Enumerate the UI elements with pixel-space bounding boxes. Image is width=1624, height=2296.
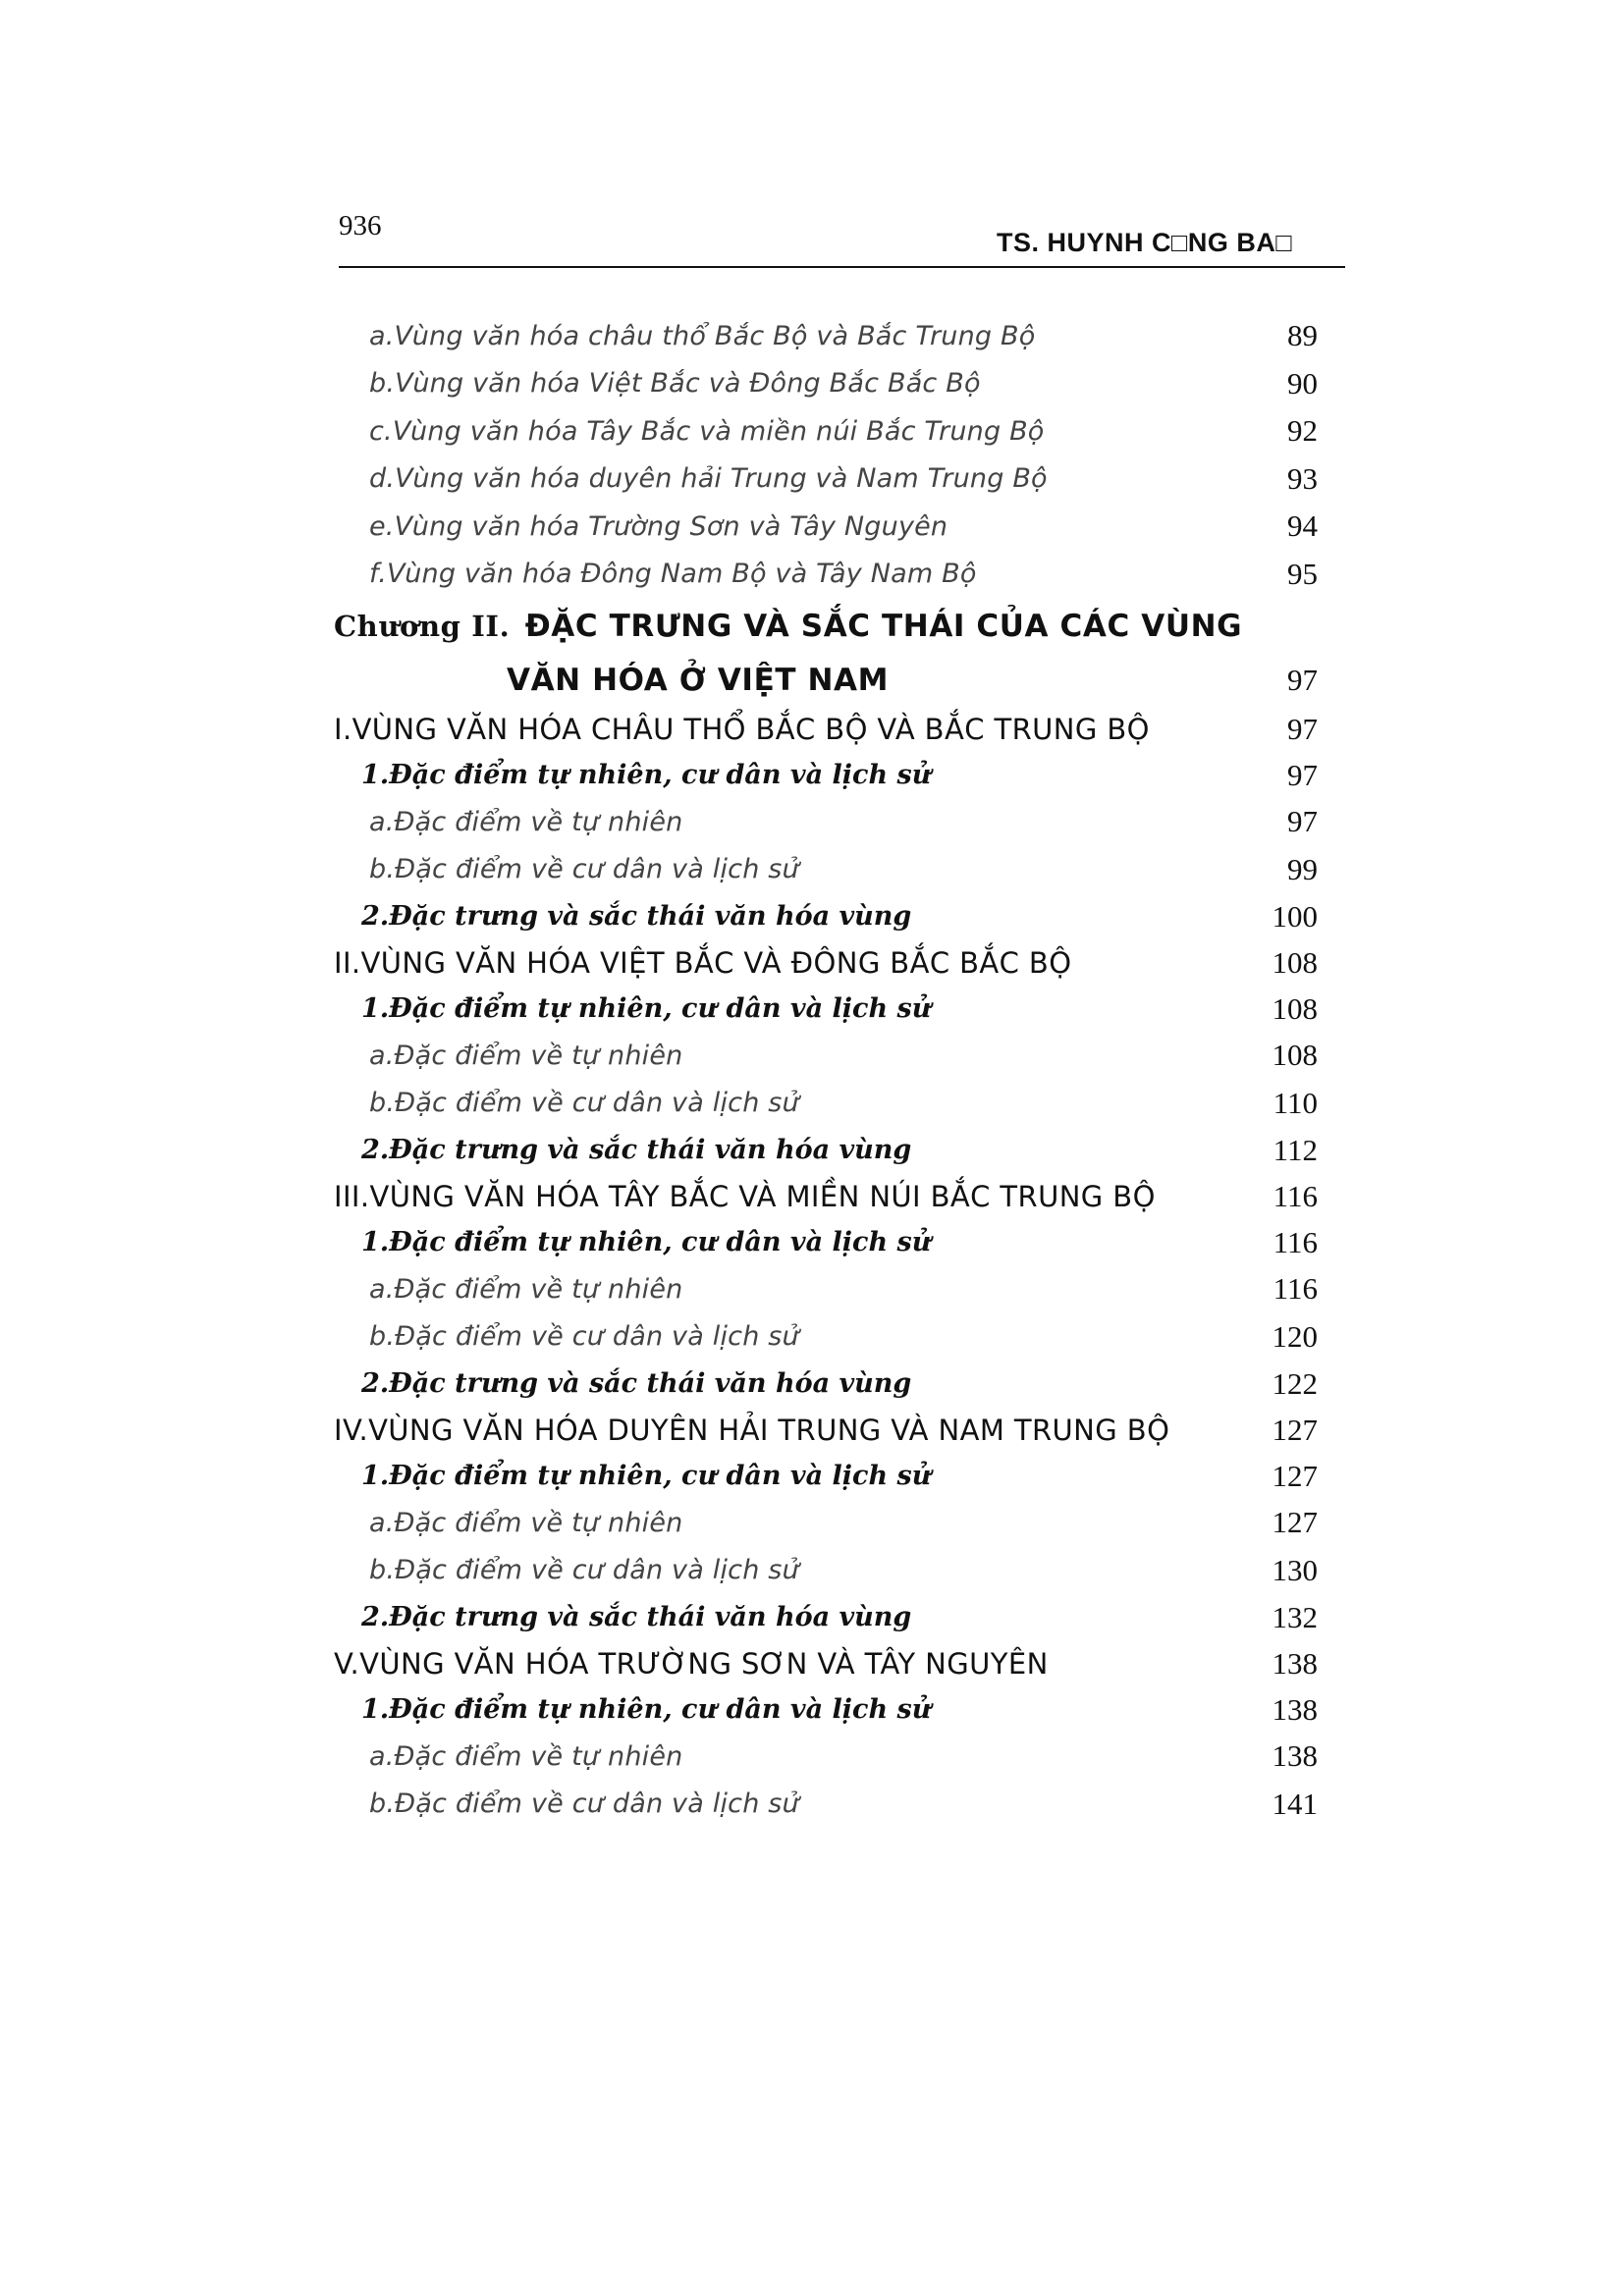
toc-page-number: 92 — [1287, 413, 1318, 449]
subsection-title: 1.Đặc điểm tự nhiên, cư dân và lịch sử — [361, 993, 932, 1024]
toc-entry-text: a.Đặc điểm về tự nhiên — [369, 1273, 683, 1305]
toc-page-number: 108 — [1272, 944, 1318, 980]
toc-page-number: 120 — [1272, 1318, 1318, 1354]
section-title: III.VÙNG VĂN HÓA TÂY BẮC VÀ MIỀN NÚI BẮC TRUNG BỘ — [334, 1179, 1156, 1213]
toc-section[interactable] — [334, 1640, 1318, 1686]
chapter-title-line1 — [334, 609, 1242, 644]
toc-entry[interactable] — [334, 551, 1318, 599]
toc-entry[interactable] — [334, 312, 1318, 360]
subsection-title: 1.Đặc điểm tự nhiên, cư dân và lịch sử — [361, 1694, 932, 1725]
toc-page-number: 127 — [1272, 1412, 1318, 1447]
chapter-heading-continued[interactable] — [334, 655, 1318, 706]
toc-page-number: 110 — [1272, 1085, 1318, 1120]
section-title: IV.VÙNG VĂN HÓA DUYÊN HẢI TRUNG VÀ NAM TRUNG BỘ — [334, 1413, 1170, 1447]
toc-subsection[interactable] — [334, 1361, 1318, 1407]
toc-entry[interactable] — [334, 1733, 1318, 1781]
table-of-contents — [334, 312, 1318, 1828]
toc-subsection[interactable] — [334, 1219, 1318, 1265]
toc-page-number: 138 — [1272, 1691, 1318, 1727]
toc-entry-text: b.Đặc điểm về cư dân và lịch sử — [369, 1088, 799, 1119]
subsection-title: 2.Đặc trưng và sắc thái văn hóa vùng — [361, 1135, 912, 1165]
toc-page-number: 122 — [1272, 1365, 1318, 1401]
toc-entry[interactable] — [334, 1781, 1318, 1829]
toc-subsection[interactable] — [334, 1686, 1318, 1733]
toc-section[interactable] — [334, 939, 1318, 986]
toc-page-number: 141 — [1272, 1786, 1318, 1821]
toc-subsection[interactable] — [334, 1127, 1318, 1173]
subsection-title: 1.Đặc điểm tự nhiên, cư dân và lịch sử — [361, 1461, 932, 1491]
toc-subsection[interactable] — [334, 752, 1318, 798]
toc-section[interactable] — [334, 706, 1318, 752]
toc-page-number: 108 — [1272, 1038, 1318, 1073]
toc-entry[interactable] — [334, 1080, 1318, 1128]
toc-entry-text: b.Đặc điểm về cư dân và lịch sử — [369, 1555, 799, 1586]
toc-entry-text: b.Đặc điểm về cư dân và lịch sử — [369, 1321, 799, 1353]
subsection-title: 2.Đặc trưng và sắc thái văn hóa vùng — [361, 1602, 912, 1632]
toc-subsection[interactable] — [334, 1453, 1318, 1499]
toc-entry-text: f.Vùng văn hóa Đông Nam Bộ và Tây Nam Bộ — [369, 559, 977, 590]
toc-page-number: 132 — [1272, 1599, 1318, 1634]
toc-entry[interactable] — [334, 407, 1318, 455]
toc-page-number: 127 — [1272, 1505, 1318, 1540]
toc-entry-text: b.Đặc điểm về cư dân và lịch sử — [369, 854, 799, 885]
toc-section[interactable] — [334, 1173, 1318, 1219]
chapter-title-line2: VĂN HÓA Ở VIỆT NAM — [507, 663, 890, 698]
toc-subsection[interactable] — [334, 893, 1318, 939]
section-title: I.VÙNG VĂN HÓA CHÂU THỔ BẮC BỘ VÀ BẮC TRUNG BỘ — [334, 712, 1150, 746]
toc-page-number: 116 — [1272, 1271, 1318, 1307]
toc-page-number: 94 — [1287, 508, 1318, 544]
toc-page-number: 97 — [1287, 757, 1318, 792]
toc-page-number: 112 — [1272, 1132, 1318, 1167]
toc-subsection[interactable] — [334, 1594, 1318, 1640]
toc-entry[interactable] — [334, 503, 1318, 551]
toc-entry[interactable] — [334, 455, 1318, 504]
running-head: TS. HUYNH C□NG BA□ — [997, 228, 1293, 257]
page-number: 936 — [339, 210, 382, 241]
toc-page-number: 138 — [1272, 1645, 1318, 1681]
toc-page-number: 97 — [1287, 663, 1318, 697]
toc-entry[interactable] — [334, 360, 1318, 408]
chapter-heading[interactable] — [334, 598, 1318, 655]
toc-entry[interactable] — [334, 1547, 1318, 1595]
toc-page-number: 97 — [1287, 711, 1318, 746]
toc-entry[interactable] — [334, 1265, 1318, 1313]
toc-entry-text: c.Vùng văn hóa Tây Bắc và miền núi Bắc Trung Bộ — [369, 415, 1045, 447]
subsection-title: 2.Đặc trưng và sắc thái văn hóa vùng — [361, 1368, 912, 1399]
toc-page-number: 97 — [1287, 804, 1318, 839]
toc-entry-text: d.Vùng văn hóa duyên hải Trung và Nam Trung Bộ — [369, 463, 1048, 495]
toc-page-number: 93 — [1287, 460, 1318, 496]
toc-entry-text: b.Vùng văn hóa Việt Bắc và Đông Bắc Bắc Bộ — [369, 368, 981, 400]
toc-page-number: 99 — [1287, 851, 1318, 886]
toc-entry[interactable] — [334, 846, 1318, 894]
toc-entry-text: b.Đặc điểm về cư dân và lịch sử — [369, 1789, 799, 1820]
toc-entry-text: a.Đặc điểm về tự nhiên — [369, 1740, 683, 1772]
chapter-title-text: ĐẶC TRƯNG VÀ SẮC THÁI CỦA CÁC VÙNG — [524, 609, 1243, 644]
toc-page-number: 116 — [1272, 1178, 1318, 1213]
toc-page-number: 90 — [1287, 365, 1318, 400]
toc-page-number: 108 — [1272, 990, 1318, 1026]
toc-entry[interactable] — [334, 1032, 1318, 1080]
toc-page-number: 130 — [1272, 1552, 1318, 1587]
toc-subsection[interactable] — [334, 986, 1318, 1032]
toc-entry[interactable] — [334, 1499, 1318, 1547]
section-title: II.VÙNG VĂN HÓA VIỆT BẮC VÀ ĐÔNG BẮC BẮC BỘ — [334, 945, 1072, 980]
toc-page-number: 89 — [1287, 318, 1318, 353]
toc-section[interactable] — [334, 1407, 1318, 1453]
toc-entry-text: a.Đặc điểm về tự nhiên — [369, 806, 683, 837]
chapter-label: Chương II. — [334, 610, 511, 643]
toc-page-number: 138 — [1272, 1738, 1318, 1774]
toc-entry-text: a.Đặc điểm về tự nhiên — [369, 1507, 683, 1538]
toc-entry-text: e.Vùng văn hóa Trường Sơn và Tây Nguyên — [369, 510, 948, 542]
subsection-title: 1.Đặc điểm tự nhiên, cư dân và lịch sử — [361, 1227, 932, 1257]
toc-entry-text: a.Đặc điểm về tự nhiên — [369, 1040, 683, 1071]
section-title: V.VÙNG VĂN HÓA TRƯỜNG SƠN VÀ TÂY NGUYÊN — [334, 1646, 1049, 1681]
header-rule — [339, 266, 1345, 268]
subsection-title: 2.Đặc trưng và sắc thái văn hóa vùng — [361, 901, 912, 932]
toc-entry-text: a.Vùng văn hóa châu thổ Bắc Bộ và Bắc Trung Bộ — [369, 320, 1036, 351]
toc-entry[interactable] — [334, 1313, 1318, 1362]
toc-page-number: 116 — [1272, 1224, 1318, 1259]
toc-page-number: 100 — [1272, 898, 1318, 934]
toc-entry[interactable] — [334, 798, 1318, 846]
toc-page-number: 127 — [1272, 1458, 1318, 1493]
toc-page-number: 95 — [1287, 556, 1318, 591]
subsection-title: 1.Đặc điểm tự nhiên, cư dân và lịch sử — [361, 760, 932, 790]
